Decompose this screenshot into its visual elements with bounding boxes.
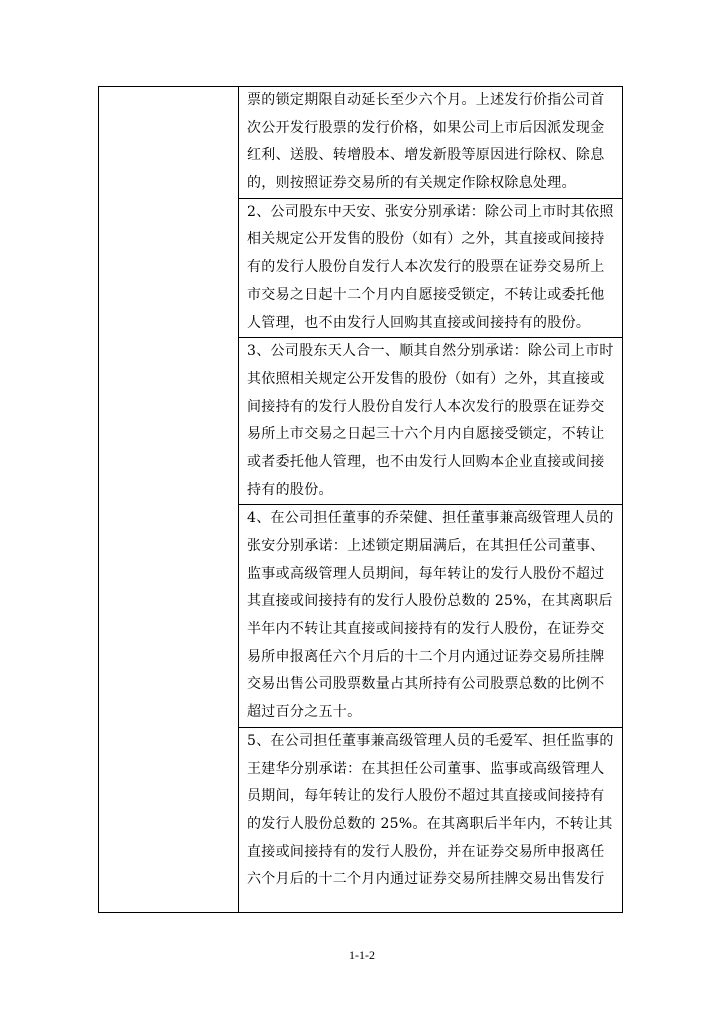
text-line: 票的锁定期限自动延长至少六个月。上述发行价指公司首 — [247, 92, 605, 108]
text-line: 红利、送股、转增股本、增发新股等原因进行除权、除息 — [247, 147, 605, 164]
text-line: 超过百分之五十。 — [247, 704, 362, 721]
text-line: 王建华分别承诺：在其担任公司董事、监事或高级管理人 — [247, 760, 605, 777]
text-line: 六个月后的十二个月内通过证券交易所挂牌交易出售发行 — [247, 871, 605, 888]
table-right-cell — [239, 87, 622, 912]
text-line: 市交易之日起十二个月内自愿接受锁定，不转让或委托他 — [247, 286, 605, 303]
text-line: 有的发行人股份自发行人本次发行的股票在证券交易所上 — [247, 259, 605, 276]
text-line: 半年内不转让其直接或间接持有的发行人股份，在证券交 — [247, 621, 605, 638]
paragraph-commitment-2 — [239, 199, 622, 338]
text-line: 2、公司股东中天安、张安分别承诺：除公司上市时其依照 — [247, 203, 614, 220]
text-line: 次公开发行股票的发行价格，如果公司上市后因派发现金 — [247, 119, 605, 136]
paragraph-commitment-4 — [239, 505, 622, 728]
text-line: 员期间，每年转让的发行人股份不超过其直接或间接持有 — [247, 788, 605, 805]
text-line: 的发行人股份总数的 25%。在其离职后半年内，不转让其 — [247, 815, 613, 832]
text-line: 张安分别承诺：上述锁定期届满后，在其担任公司董事、 — [247, 538, 605, 554]
text-line: 3、公司股东天人合一、顺其自然分别承诺：除公司上市时 — [247, 343, 614, 360]
text-line: 其依照相关规定公开发售的股份（如有）之外，其直接或 — [247, 370, 605, 387]
paragraph-commitment-5 — [239, 728, 622, 912]
text-line: 或者委托他人管理，也不由发行人回购本企业直接或间接 — [247, 453, 605, 470]
text-line: 易所申报离任六个月后的十二个月内通过证券交易所挂牌 — [247, 648, 605, 665]
text-line: 4、在公司担任董事的乔荣健、担任董事兼高级管理人员的 — [247, 510, 614, 527]
text-line: 持有的股份。 — [247, 481, 333, 498]
text-line: 的，则按照证券交易所的有关规定作除权除息处理。 — [247, 175, 576, 192]
text-line: 间接持有的发行人股份自发行人本次发行的股票在证券交 — [247, 398, 605, 415]
text-line: 相关规定公开发售的股份（如有）之外，其直接或间接持 — [247, 231, 605, 248]
page-number: 1-1-2 — [349, 948, 375, 962]
text-line: 易所上市交易之日起三十六个月内自愿接受锁定，不转让 — [247, 426, 605, 443]
text-line: 交易出售公司股票数量占其所持有公司股票总数的比例不 — [247, 676, 605, 693]
text-line: 人管理，也不由发行人回购其直接或间接持有的股份。 — [247, 314, 591, 331]
commitment-table — [98, 86, 623, 913]
paragraph-commitment-3 — [239, 338, 622, 505]
text-line: 5、在公司担任董事兼高级管理人员的毛爱军、担任监事的 — [247, 732, 614, 749]
table-left-cell — [99, 87, 239, 912]
text-line: 监事或高级管理人员期间，每年转让的发行人股份不超过 — [247, 565, 605, 582]
text-line: 直接或间接持有的发行人股份，并在证券交易所申报离任 — [247, 843, 605, 860]
text-line: 其直接或间接持有的发行人股份总数的 25%，在其离职后 — [247, 593, 613, 610]
paragraph-lockup-extension — [239, 87, 622, 199]
